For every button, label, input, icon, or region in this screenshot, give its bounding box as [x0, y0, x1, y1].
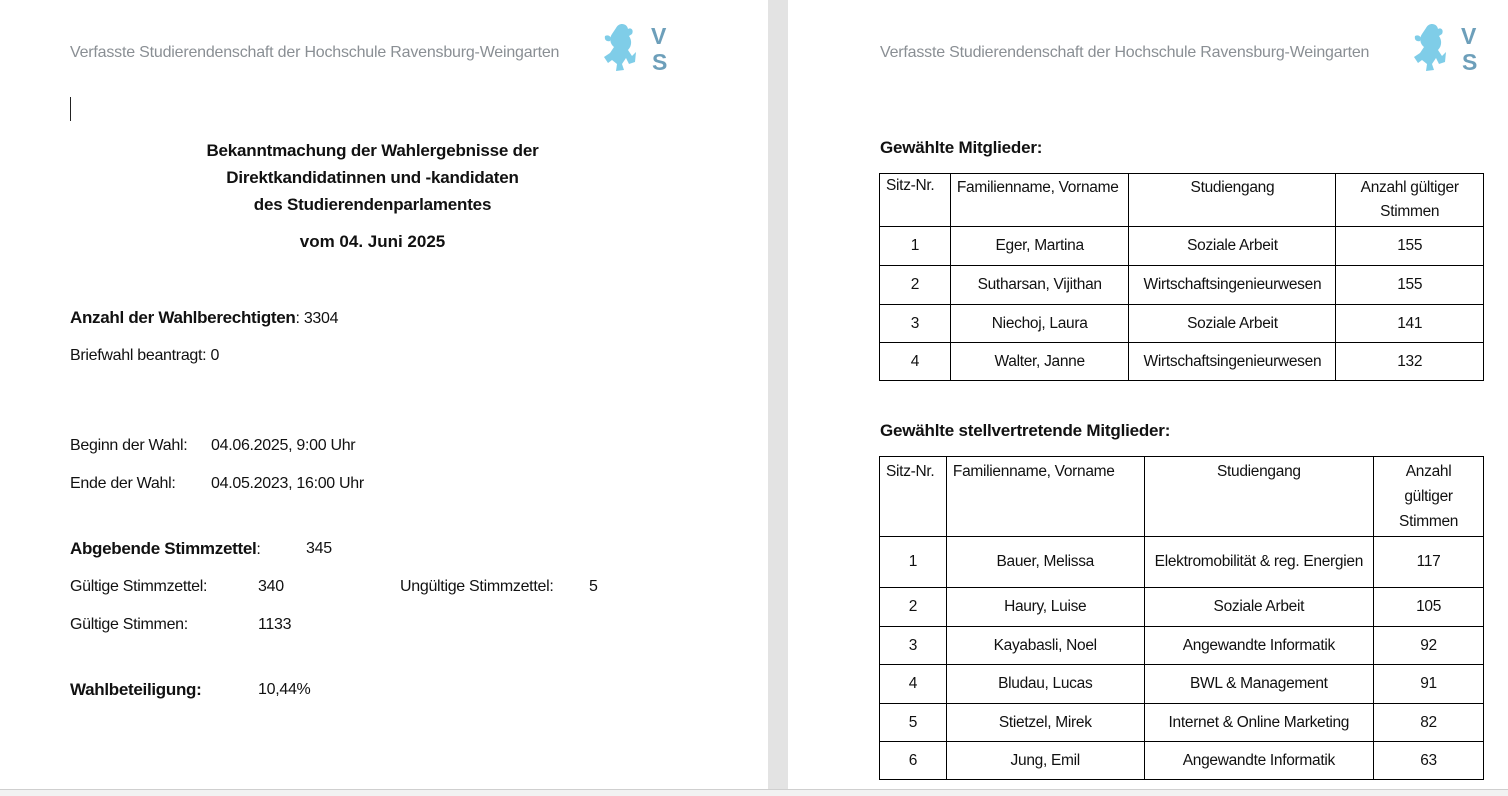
cell-name: Bludau, Lucas — [946, 665, 1144, 704]
briefwahl-line: Briefwahl beantragt: 0 — [70, 347, 220, 364]
cell-stimmen: 155 — [1336, 227, 1484, 266]
cell-name: Walter, Janne — [950, 343, 1129, 381]
deputies-table — [879, 456, 1484, 780]
gueltige-stimmen-label: Gültige Stimmen: — [70, 616, 188, 633]
wahlberechtigte-label: Anzahl der Wahlberechtigten — [70, 308, 296, 327]
cell-studiengang: Elektromobilität & reg. Energien — [1144, 537, 1374, 588]
column-header-name: Familienname, Vorname — [946, 457, 1144, 537]
cell-name: Stietzel, Mirek — [946, 704, 1144, 742]
wahlbeteiligung-label: Wahlbeteiligung: — [70, 680, 202, 699]
cell-sitz: 5 — [880, 704, 947, 742]
table-header-row — [880, 457, 1484, 537]
cell-name: Bauer, Melissa — [946, 537, 1144, 588]
cell-studiengang: Angewandte Informatik — [1144, 742, 1374, 780]
column-header-stimmen: Anzahl gültiger Stimmen — [1374, 457, 1484, 537]
table-row — [880, 742, 1484, 780]
cell-studiengang: Angewandte Informatik — [1144, 627, 1374, 665]
vs-logo-icon — [602, 22, 672, 74]
page-gap — [768, 0, 788, 789]
title-line: des Studierendenparlamentes — [253, 195, 492, 214]
wahlbeteiligung-value: 10,44% — [258, 681, 311, 698]
document-subtitle: vom 04. Juni 2025 — [299, 232, 446, 251]
gueltige-stimmzettel-value: 340 — [258, 578, 284, 595]
cell-sitz: 1 — [880, 537, 947, 588]
cell-sitz: 6 — [880, 742, 947, 780]
table-row — [880, 627, 1484, 665]
cell-stimmen: 92 — [1374, 627, 1484, 665]
page-header: Verfasste Studierendenschaft der Hochschule Ravensburg-Weingarten — [880, 44, 1370, 61]
beginn-label: Beginn der Wahl: — [70, 437, 188, 454]
cell-stimmen: 63 — [1374, 742, 1484, 780]
column-header-studiengang: Studiengang — [1144, 457, 1374, 537]
title-line: Bekanntmachung der Wahlergebnisse der — [206, 141, 539, 160]
cell-name: Haury, Luise — [946, 588, 1144, 627]
abgebende-line — [70, 539, 261, 559]
title-line: Direktkandidatinnen und -kandidaten — [226, 168, 519, 187]
table-row — [880, 665, 1484, 704]
cell-sitz: 3 — [880, 305, 951, 343]
column-header-stimmen: Anzahl gültiger Stimmen — [1336, 174, 1484, 227]
logo-letter-v: V — [1461, 23, 1477, 49]
column-header-sitz: Sitz-Nr. — [880, 457, 947, 537]
column-header-name: Familienname, Vorname — [950, 174, 1129, 227]
cell-stimmen: 91 — [1374, 665, 1484, 704]
cell-stimmen: 141 — [1336, 305, 1484, 343]
wahlberechtigte-value: : 3304 — [295, 310, 339, 327]
ende-value: 04.05.2023, 16:00 Uhr — [211, 475, 364, 492]
members-title: Gewählte Mitglieder: — [880, 138, 1043, 157]
page-header: Verfasste Studierendenschaft der Hochschule Ravensburg-Weingarten — [70, 44, 560, 61]
cell-name: Jung, Emil — [946, 742, 1144, 780]
cell-studiengang: Soziale Arbeit — [1129, 305, 1336, 343]
cell-studiengang: BWL & Management — [1144, 665, 1374, 704]
abgebende-colon: : — [256, 541, 261, 558]
cell-sitz: 1 — [880, 227, 951, 266]
column-header-sitz: Sitz-Nr. — [880, 174, 951, 227]
cell-sitz: 2 — [880, 266, 951, 305]
document-title — [70, 137, 675, 218]
deputies-title: Gewählte stellvertretende Mitglieder: — [880, 421, 1171, 440]
cell-name: Niechoj, Laura — [950, 305, 1129, 343]
ungueltige-stimmzettel-label: Ungültige Stimmzettel: — [400, 578, 554, 595]
column-header-studiengang: Studiengang — [1129, 174, 1336, 227]
table-row — [880, 227, 1484, 266]
ungueltige-stimmzettel-value: 5 — [589, 578, 598, 595]
table-row — [880, 343, 1484, 381]
cell-sitz: 4 — [880, 665, 947, 704]
cell-stimmen: 132 — [1336, 343, 1484, 381]
abgebende-value: 345 — [306, 540, 332, 557]
table-row — [880, 704, 1484, 742]
table-row — [880, 305, 1484, 343]
cell-name: Kayabasli, Noel — [946, 627, 1144, 665]
cell-studiengang: Internet & Online Marketing — [1144, 704, 1374, 742]
gueltige-stimmen-value: 1133 — [258, 616, 292, 633]
beginn-value: 04.06.2025, 9:00 Uhr — [211, 437, 356, 454]
gueltige-stimmzettel-label: Gültige Stimmzettel: — [70, 578, 208, 595]
document-page-2 — [788, 0, 1508, 789]
cell-sitz: 4 — [880, 343, 951, 381]
cell-stimmen: 117 — [1374, 537, 1484, 588]
logo-letter-v: V — [651, 23, 667, 49]
table-row — [880, 266, 1484, 305]
cell-studiengang: Soziale Arbeit — [1144, 588, 1374, 627]
cell-studiengang: Wirtschaftsingenieurwesen — [1129, 266, 1336, 305]
table-row — [880, 588, 1484, 627]
text-cursor — [70, 97, 71, 121]
cell-sitz: 2 — [880, 588, 947, 627]
cell-stimmen: 155 — [1336, 266, 1484, 305]
vs-logo-icon — [1412, 22, 1482, 74]
cell-sitz: 3 — [880, 627, 947, 665]
logo-letter-s: S — [1462, 49, 1478, 74]
logo-letter-s: S — [652, 49, 668, 74]
wahlberechtigte-line — [70, 308, 338, 328]
cell-name: Sutharsan, Vijithan — [950, 266, 1129, 305]
cell-studiengang: Soziale Arbeit — [1129, 227, 1336, 266]
cell-stimmen: 82 — [1374, 704, 1484, 742]
table-header-row — [880, 174, 1484, 227]
table-row — [880, 537, 1484, 588]
abgebende-label: Abgebende Stimmzettel — [70, 539, 257, 558]
cell-studiengang: Wirtschaftsingenieurwesen — [1129, 343, 1336, 381]
cell-name: Eger, Martina — [950, 227, 1129, 266]
cell-stimmen: 105 — [1374, 588, 1484, 627]
members-table — [879, 173, 1484, 381]
ende-label: Ende der Wahl: — [70, 475, 176, 492]
